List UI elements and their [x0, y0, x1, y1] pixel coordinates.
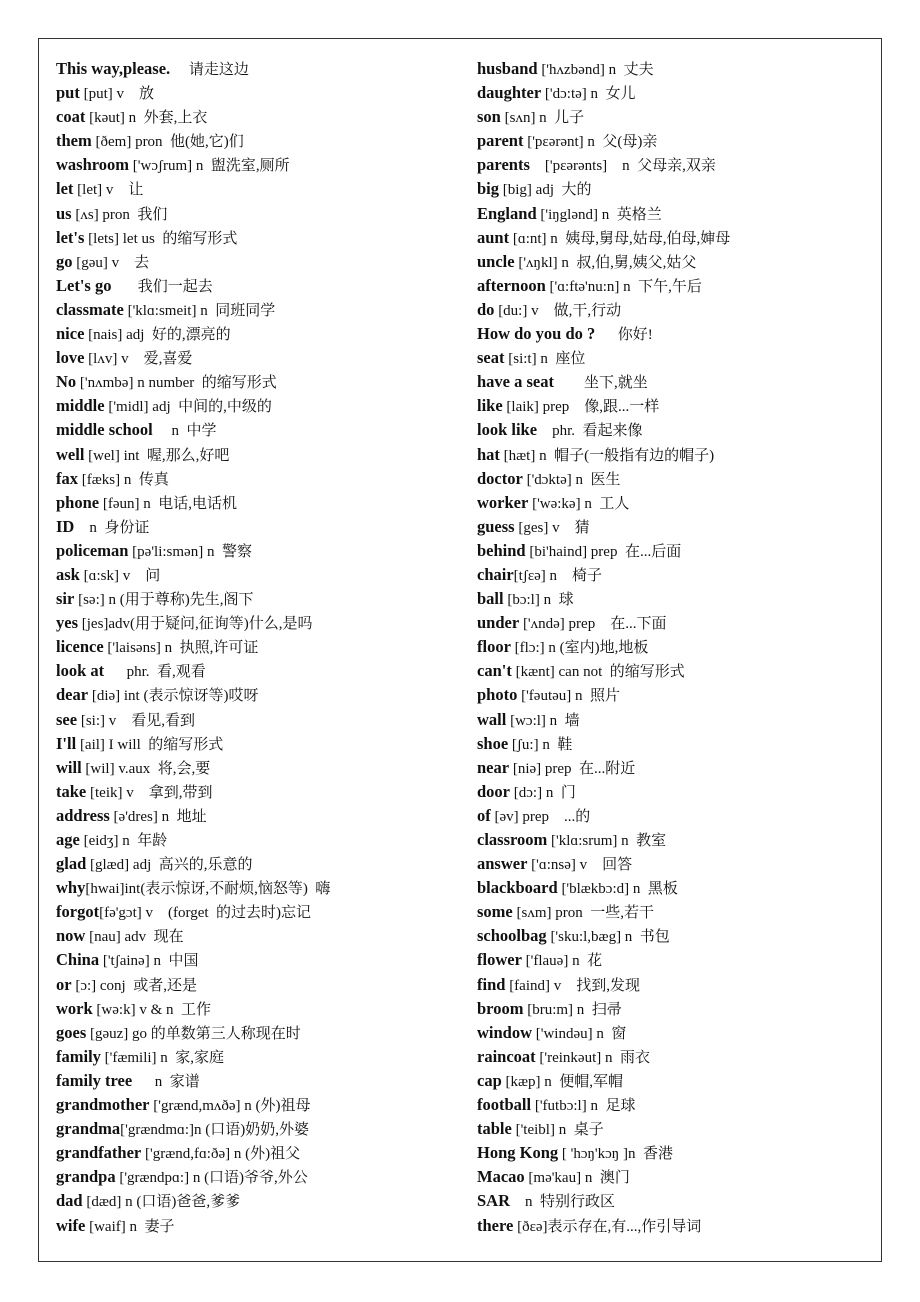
vocab-definition: [waif] n 妻子: [85, 1218, 175, 1235]
vocab-definition: [wɔ:l] n 墙: [506, 712, 580, 729]
vocab-definition: ['flauə] n 花: [521, 953, 603, 970]
vocab-word: well: [56, 444, 85, 464]
vocab-word: cap: [477, 1070, 502, 1090]
vocab-entry: [56, 564, 466, 588]
vocab-entry: [56, 925, 466, 949]
vocab-word: licence: [56, 637, 104, 657]
vocab-entry: [56, 1142, 466, 1166]
vocab-word: like: [477, 396, 503, 416]
vocab-definition: ['teibl] n 桌子: [511, 1122, 604, 1139]
vocab-entry: [56, 1190, 466, 1214]
vocab-word: them: [56, 131, 92, 151]
vocab-entry: [477, 299, 877, 323]
vocab-entry: [477, 82, 877, 106]
vocab-entry: [56, 516, 466, 540]
vocab-definition: ['klɑ:srum] n 教室: [547, 833, 667, 849]
vocab-entry: [56, 444, 466, 468]
vocab-word: How do you do ?: [477, 324, 596, 344]
vocab-word: address: [56, 805, 110, 825]
vocab-definition: [tʃɛə] n 椅子: [513, 567, 603, 584]
vocab-word: No: [56, 372, 77, 392]
vocab-word: wall: [477, 709, 507, 729]
vocab-entry: [477, 371, 877, 395]
vocab-entry: [477, 227, 877, 251]
vocab-word: will: [56, 757, 82, 777]
vocab-definition: [ʃu:] n 鞋: [508, 736, 573, 753]
vocab-definition: ['laisəns] n 执照,许可证: [103, 640, 259, 657]
vocab-definition: [diə] int (表示惊讶等)哎呀: [88, 688, 259, 705]
vocab-word: schoolbag: [477, 926, 547, 946]
vocab-definition: ['ʌndə] prep 在...下面: [519, 616, 667, 633]
vocab-entry: [477, 636, 877, 660]
vocab-word: us: [56, 203, 72, 223]
vocab-word: big: [477, 179, 500, 199]
vocab-definition: ['grændpɑ:] n (口语)爷爷,外公: [115, 1170, 308, 1187]
vocab-word: sir: [56, 589, 75, 609]
vocab-entry: [477, 468, 877, 492]
vocab-entry: [56, 612, 466, 636]
vocab-entry: [477, 612, 877, 636]
vocab-word: put: [56, 83, 80, 103]
vocab-word: window: [477, 1022, 533, 1042]
vocab-definition: ['klɑ:smeit] n 同班同学: [123, 302, 276, 319]
vocab-definition: [mə'kau] n 澳门: [524, 1170, 630, 1187]
vocab-entry: [477, 757, 877, 781]
vocab-word: parents: [477, 155, 530, 175]
vocab-definition: [fæks] n 传真: [78, 471, 169, 488]
vocab-definition: [gəu] v 去: [72, 254, 150, 271]
vocab-word: washroom: [56, 155, 130, 175]
vocab-word: take: [56, 781, 87, 801]
vocab-entry: [477, 998, 877, 1022]
vocab-entry: [477, 1142, 877, 1166]
vocab-definition: ['pɛərənts] n 父母亲,双亲: [529, 158, 716, 175]
vocab-definition: [ɔ:] conj 或者,还是: [71, 977, 197, 994]
vocab-definition: ['reinkəut] n 雨衣: [535, 1049, 650, 1066]
vocab-entry: [477, 733, 877, 757]
vocab-word: I'll: [56, 733, 77, 753]
vocab-word: China: [56, 950, 100, 970]
vocab-word: hat: [477, 444, 500, 464]
vocab-entry: [56, 371, 466, 395]
vocab-definition: [lets] let us 的缩写形式: [84, 230, 238, 247]
vocab-word: blackboard: [477, 878, 558, 898]
vocab-definition: [let] v 让: [73, 182, 144, 199]
vocab-entry: [477, 949, 877, 973]
vocab-entry: [477, 178, 877, 202]
vocab-word: seat: [477, 348, 505, 368]
vocab-entry: [477, 106, 877, 130]
vocab-definition: [ðem] pron 他(她,它)们: [91, 134, 244, 151]
vocab-word: grandma: [56, 1119, 121, 1139]
vocab-word: why: [56, 878, 86, 898]
vocab-word: middle: [56, 396, 105, 416]
vocab-definition: [big] adj 大的: [499, 182, 592, 199]
vocab-word: near: [477, 757, 510, 777]
vocab-entry: [56, 588, 466, 612]
vocab-word: there: [477, 1215, 514, 1235]
vocab-entry: [56, 130, 466, 154]
vocab-word: daughter: [477, 83, 542, 103]
vocab-word: guess: [477, 516, 515, 536]
vocab-entry: [477, 660, 877, 684]
vocab-word: under: [477, 613, 520, 633]
vocab-word: goes: [56, 1022, 87, 1042]
vocab-entry: [56, 540, 466, 564]
vocab-definition: [hwai]int(表示惊讶,不耐烦,恼怒等) 嗨: [85, 881, 331, 898]
vocab-definition: [si:t] n 座位: [504, 351, 586, 368]
vocab-word: policeman: [56, 540, 129, 560]
vocab-entry: [56, 757, 466, 781]
vocab-word: Let's go: [56, 275, 112, 295]
vocab-entry: [477, 1190, 877, 1214]
vocab-column-right: [477, 58, 877, 1239]
vocab-entry: [56, 299, 466, 323]
vocab-entry: [56, 275, 466, 299]
vocab-entry: [56, 106, 466, 130]
vocab-word: can't: [477, 661, 512, 681]
vocab-definition: [nais] adj 好的,漂亮的: [84, 327, 231, 344]
vocab-word: go: [56, 251, 73, 271]
vocab-definition: [hæt] n 帽子(一般指有边的帽子): [499, 447, 715, 464]
vocab-entry: [477, 1094, 877, 1118]
vocab-entry: [477, 1046, 877, 1070]
vocab-entry: [56, 877, 466, 901]
vocab-entry: [56, 684, 466, 708]
vocab-word: England: [477, 203, 537, 223]
vocab-entry: [477, 877, 877, 901]
vocab-definition: [niə] prep 在...附近: [509, 760, 636, 777]
vocab-entry: [56, 227, 466, 251]
vocab-entry: [56, 949, 466, 973]
vocab-entry: [477, 323, 877, 347]
vocab-word: see: [56, 709, 78, 729]
vocab-entry: [477, 781, 877, 805]
vocab-definition: [teik] v 拿到,带到: [86, 784, 213, 801]
vocab-definition: ['ɑ:ftə'nu:n] n 下午,午后: [545, 278, 702, 295]
vocab-entry: [56, 733, 466, 757]
vocab-word: football: [477, 1095, 532, 1115]
vocab-entry: [56, 805, 466, 829]
vocab-definition: [ɑ:nt] n 姨母,舅母,姑母,伯母,婶母: [509, 230, 731, 247]
vocab-definition: ['sku:l,bæg] n 书包: [546, 929, 670, 946]
vocab-entry: [56, 636, 466, 660]
vocab-entry: [56, 1070, 466, 1094]
vocab-entry: [477, 1215, 877, 1239]
vocab-entry: [477, 1070, 877, 1094]
vocab-definition: [sə:] n (用于尊称)先生,阁下: [74, 592, 254, 609]
vocab-entry: [477, 130, 877, 154]
vocab-word: have a seat: [477, 372, 554, 392]
vocab-word: some: [477, 902, 513, 922]
vocab-word: raincoat: [477, 1046, 536, 1066]
vocab-entry: [477, 419, 877, 443]
vocab-entry: [477, 684, 877, 708]
vocab-word: family: [56, 1046, 101, 1066]
vocab-definition: [glæd] adj 高兴的,乐意的: [86, 857, 253, 874]
vocab-definition: [ʌs] pron 我们: [71, 206, 168, 223]
vocab-word: yes: [56, 613, 78, 633]
vocab-word: dear: [56, 685, 89, 705]
vocab-entry: [56, 492, 466, 516]
vocab-definition: [wil] v.aux 将,会,要: [81, 760, 211, 777]
vocab-word: worker: [477, 492, 529, 512]
vocab-definition: [ðɛə]表示存在,有...,作引导词: [513, 1218, 702, 1235]
vocab-definition: [kænt] can not 的缩写形式: [511, 664, 685, 681]
vocab-word: classroom: [477, 830, 548, 849]
vocab-word: husband: [477, 59, 538, 78]
vocab-definition: [laik] prep 像,跟...一样: [502, 399, 660, 416]
vocab-definition: [dɔ:] n 门: [510, 784, 576, 801]
vocab-definition: [dæd] n (口语)爸爸,爹爹: [82, 1194, 241, 1211]
vocab-definition: [bru:m] n 扫帚: [523, 1001, 622, 1018]
vocab-definition: ['grænd,fɑ:ðə] n (外)祖父: [141, 1146, 301, 1163]
vocab-entry: [477, 901, 877, 925]
vocab-word: broom: [477, 998, 524, 1018]
vocab-definition: ['dɔ:tə] n 女儿: [541, 86, 636, 103]
vocab-definition: [əv] prep ...的: [490, 808, 591, 825]
vocab-definition: 你好!: [595, 327, 653, 344]
vocab-entry: [477, 154, 877, 178]
vocab-definition: ['windəu] n 窗: [532, 1025, 627, 1042]
vocab-entry: [56, 395, 466, 419]
vocab-word: Macao: [477, 1167, 525, 1187]
vocab-definition: 我们一起去: [111, 278, 213, 295]
vocab-word: afternoon: [477, 275, 546, 295]
vocab-definition: [lʌv] v 爱,喜爱: [84, 351, 193, 368]
vocab-entry: [56, 660, 466, 684]
vocab-definition: [eidʒ] n 年龄: [79, 833, 168, 849]
vocab-entry: [477, 1166, 877, 1190]
vocab-entry: [56, 1166, 466, 1190]
vocab-definition: ['futbɔ:l] n 足球: [531, 1098, 636, 1115]
vocab-word: or: [56, 974, 72, 994]
vocab-definition: ['grændmɑ:]n (口语)奶奶,外婆: [120, 1122, 310, 1139]
vocab-word: work: [56, 998, 93, 1018]
vocab-entry: [477, 853, 877, 877]
vocab-definition: n 中学: [152, 423, 217, 440]
vocab-entry: [56, 974, 466, 998]
vocab-entry: [477, 516, 877, 540]
vocab-word: grandpa: [56, 1167, 116, 1187]
vocab-word: table: [477, 1119, 512, 1139]
vocab-definition: [kæp] n 便帽,军帽: [501, 1073, 623, 1090]
vocab-definition: ['dɔktə] n 医生: [522, 471, 621, 488]
vocab-entry: [56, 781, 466, 805]
vocab-entry: [56, 853, 466, 877]
vocab-word: let's: [56, 227, 85, 247]
vocab-word: behind: [477, 540, 526, 560]
vocab-entry: [477, 588, 877, 612]
vocab-word: do: [477, 299, 495, 319]
vocab-word: chair: [477, 564, 514, 584]
vocab-definition: [fəun] n 电话,电话机: [99, 495, 238, 512]
vocab-entry: [477, 1118, 877, 1142]
vocab-entry: [477, 395, 877, 419]
vocab-definition: [ 'hɔŋ'kɔŋ ]n 香港: [558, 1146, 673, 1163]
vocab-entry: [56, 468, 466, 492]
vocab-entry: [477, 540, 877, 564]
vocab-entry: [56, 1022, 466, 1046]
vocab-word: shoe: [477, 733, 509, 753]
vocab-definition: n 家谱: [132, 1073, 200, 1090]
vocab-definition: [jes]adv(用于疑问,征询等)什么,是吗: [78, 616, 313, 633]
vocab-word: coat: [56, 107, 86, 127]
vocab-definition: ['fəutəu] n 照片: [517, 688, 621, 705]
vocab-word: love: [56, 348, 85, 368]
vocab-definition: n 身份证: [74, 519, 150, 536]
vocab-word: family tree: [56, 1070, 133, 1090]
vocab-entry: [477, 347, 877, 371]
vocab-definition: ['hʌzbənd] n 丈夫: [537, 62, 654, 78]
vocab-word: dad: [56, 1191, 83, 1211]
vocab-definition: ['tʃainə] n 中国: [99, 953, 199, 970]
vocab-entry: [56, 323, 466, 347]
vocab-definition: [ail] I will 的缩写形式: [76, 736, 224, 753]
vocab-word: let: [56, 179, 74, 199]
vocab-definition: [pə'li:smən] n 警察: [128, 543, 252, 560]
vocab-definition: [wel] int 喔,那么,好吧: [84, 447, 230, 464]
vocab-entry: [56, 154, 466, 178]
vocab-definition: [du:] v 做,干,行动: [494, 302, 622, 319]
vocab-definition: [bi'haind] prep 在...后面: [525, 543, 682, 560]
vocab-entry: [477, 1022, 877, 1046]
vocab-column-left: [56, 58, 466, 1239]
vocab-entry: [56, 709, 466, 733]
vocab-definition: 坐下,就坐: [554, 375, 648, 392]
vocab-word: ID: [56, 516, 75, 536]
vocab-word: son: [477, 107, 501, 127]
vocab-definition: [sʌm] pron 一些,若干: [512, 905, 654, 922]
vocab-entry: [56, 901, 466, 925]
vocab-definition: [kəut] n 外套,上衣: [85, 110, 208, 127]
vocab-definition: [sʌn] n 儿子: [500, 110, 585, 127]
vocab-definition: ['grænd,mʌðə] n (外)祖母: [149, 1098, 311, 1115]
vocab-entry: [56, 251, 466, 275]
vocab-definition: ['wə:kə] n 工人: [528, 495, 630, 512]
vocab-definition: phr. 看起来像: [537, 423, 643, 440]
vocab-entry: [56, 82, 466, 106]
vocab-definition: [flɔ:] n (室内)地,地板: [510, 640, 649, 657]
vocab-definition: 请走这边: [170, 62, 249, 78]
vocab-definition: ['pɛərənt] n 父(母)亲: [523, 134, 658, 151]
vocab-entry: [56, 419, 466, 443]
vocab-word: ask: [56, 564, 80, 584]
vocab-entry: [56, 347, 466, 371]
vocab-entry: [56, 829, 466, 853]
vocab-entry: [56, 1094, 466, 1118]
vocab-word: uncle: [477, 251, 515, 271]
vocab-entry: [56, 1118, 466, 1142]
vocab-entry: [56, 1215, 466, 1239]
vocab-definition: ['wɔʃrum] n 盥洗室,厕所: [129, 158, 290, 175]
vocab-word: look like: [477, 420, 538, 440]
vocab-word: aunt: [477, 227, 510, 247]
vocab-word: fax: [56, 468, 78, 488]
vocab-entry: [477, 829, 877, 853]
vocab-word: door: [477, 781, 510, 801]
vocab-entry: [477, 444, 877, 468]
vocab-entry: [56, 58, 466, 82]
vocab-entry: [477, 564, 877, 588]
vocab-entry: [477, 925, 877, 949]
vocab-definition: phr. 看,观看: [104, 664, 206, 681]
vocab-word: phone: [56, 492, 100, 512]
vocab-definition: n 特别行政区: [510, 1194, 616, 1211]
vocab-definition: [ɑ:sk] v 问: [79, 567, 161, 584]
vocab-entry: [477, 805, 877, 829]
vocab-entry: [56, 1046, 466, 1070]
vocab-word: glad: [56, 854, 87, 874]
vocab-word: find: [477, 974, 506, 994]
vocab-entry: [477, 251, 877, 275]
vocab-word: answer: [477, 854, 528, 874]
vocab-word: This way,please.: [56, 59, 171, 78]
vocab-word: middle school: [56, 420, 153, 440]
vocab-word: now: [56, 926, 86, 946]
vocab-definition: ['ʌŋkl] n 叔,伯,舅,姨父,姑父: [514, 254, 697, 271]
vocab-definition: [wə:k] v & n 工作: [92, 1001, 211, 1018]
vocab-word: classmate: [56, 299, 124, 319]
vocab-word: photo: [477, 685, 518, 705]
vocab-definition: [gəuz] go 的单数第三人称现在时: [86, 1025, 301, 1042]
vocab-entry: [477, 275, 877, 299]
vocab-definition: [nau] adv 现在: [85, 929, 184, 946]
vocab-entry: [477, 709, 877, 733]
vocab-definition: [put] v 放: [79, 86, 155, 103]
vocab-definition: ['iŋglənd] n 英格兰: [536, 206, 662, 223]
vocab-word: grandmother: [56, 1095, 150, 1115]
vocab-entry: [56, 998, 466, 1022]
vocab-definition: ['blækbɔ:d] n 黑板: [557, 881, 678, 898]
vocab-word: grandfather: [56, 1143, 142, 1163]
vocab-definition: [si:] v 看见,看到: [77, 712, 195, 729]
vocab-definition: [fə'gɔt] v (forget 的过去时)忘记: [99, 905, 312, 922]
vocab-definition: ['fæmili] n 家,家庭: [100, 1049, 225, 1066]
vocab-entry: [477, 974, 877, 998]
vocab-word: look at: [56, 661, 105, 681]
vocab-definition: [bɔ:l] n 球: [503, 592, 574, 609]
vocab-word: flower: [477, 950, 522, 970]
vocab-definition: ['ɑ:nsə] v 回答: [527, 857, 633, 874]
vocab-word: parent: [477, 131, 524, 151]
vocab-word: SAR: [477, 1191, 511, 1211]
vocab-word: ball: [477, 589, 504, 609]
vocab-word: Hong Kong: [477, 1143, 559, 1163]
vocab-word: doctor: [477, 468, 523, 488]
vocab-definition: ['midl] adj 中间的,中级的: [104, 399, 272, 416]
vocab-word: of: [477, 805, 491, 825]
vocab-definition: [ə'dres] n 地址: [109, 808, 207, 825]
vocab-word: floor: [477, 637, 511, 657]
vocab-word: wife: [56, 1215, 86, 1235]
vocab-definition: [faind] v 找到,发现: [505, 977, 640, 994]
vocab-entry: [477, 203, 877, 227]
vocab-entry: [477, 58, 877, 82]
vocab-entry: [56, 203, 466, 227]
vocab-entry: [56, 178, 466, 202]
vocab-word: nice: [56, 324, 85, 344]
vocab-definition: [ges] v 猜: [514, 519, 590, 536]
vocab-definition: ['nʌmbə] n number 的缩写形式: [76, 375, 277, 392]
vocab-entry: [477, 492, 877, 516]
vocab-word: age: [56, 830, 80, 849]
vocab-word: forgot: [56, 902, 100, 922]
